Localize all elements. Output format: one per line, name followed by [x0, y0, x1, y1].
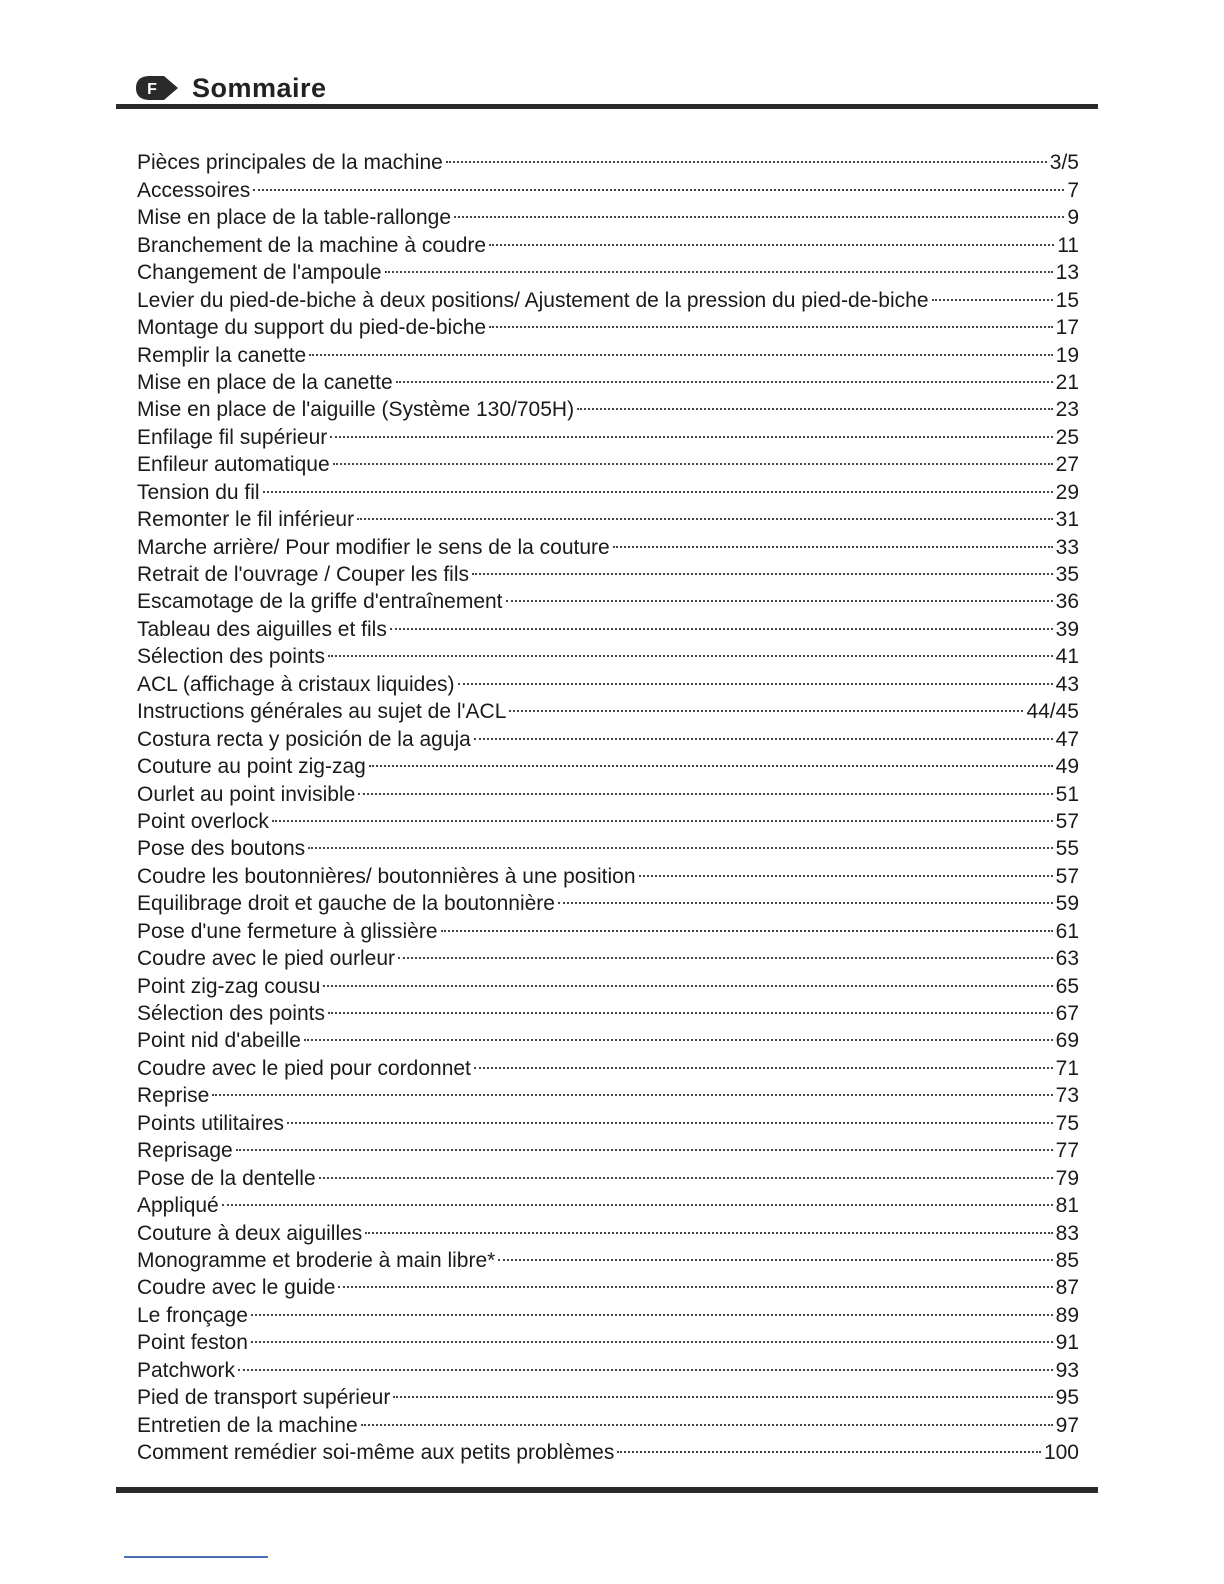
toc-entry-label: Comment remédier soi-même aux petits problèmes	[137, 1441, 615, 1464]
toc-dot-leader	[328, 993, 1053, 1020]
toc-entry-page: 71	[1055, 1056, 1079, 1080]
toc-entry-page: 19	[1055, 343, 1079, 367]
toc-entry-label: Sélection des points	[137, 645, 325, 669]
toc-dot-leader	[323, 965, 1052, 992]
toc-dot-leader	[396, 362, 1053, 389]
toc-dot-leader	[489, 224, 1054, 251]
toc-entry[interactable]	[137, 1349, 1079, 1382]
toc-entry-label: Couture au point zig-zag	[137, 755, 366, 779]
toc-entry-page: 47	[1055, 727, 1079, 751]
toc-entry[interactable]	[137, 169, 1079, 202]
toc-entry-page: 31	[1055, 508, 1079, 532]
toc-dot-leader	[328, 636, 1053, 663]
toc-entry-page: 89	[1055, 1303, 1079, 1327]
toc-entry-page: 13	[1055, 261, 1079, 285]
toc-dot-leader	[222, 1185, 1053, 1212]
toc-entry-label: Tension du fil	[137, 480, 260, 504]
toc-entry-page: 79	[1055, 1166, 1079, 1190]
toc-dot-leader	[263, 471, 1053, 498]
toc-entry-page: 33	[1055, 535, 1079, 559]
toc-entry-label: Enfilage fil supérieur	[137, 425, 328, 449]
toc-entry-page: 81	[1055, 1194, 1079, 1218]
toc-entry[interactable]	[137, 142, 1079, 175]
toc-entry-page: 93	[1055, 1358, 1079, 1382]
footer-divider	[116, 1487, 1098, 1493]
toc-entry[interactable]	[137, 1377, 1079, 1410]
toc-entry-page: 57	[1055, 809, 1079, 833]
toc-entry-page: 63	[1055, 947, 1079, 971]
toc-entry-label: Changement de l'ampoule	[137, 261, 382, 285]
toc-entry-label: Reprisage	[137, 1139, 233, 1163]
toc-dot-leader	[236, 1130, 1053, 1157]
toc-entry-label: Pose d'une fermeture à glissière	[137, 919, 438, 943]
toc-entry-label: Instructions générales au sujet de l'ACL	[137, 700, 507, 724]
toc-entry[interactable]	[137, 1075, 1079, 1108]
toc-entry-label: Mise en place de la canette	[137, 370, 393, 394]
toc-dot-leader	[357, 499, 1053, 526]
toc-entry-page: 11	[1057, 233, 1079, 257]
toc-entry-label: Points utilitaires	[137, 1111, 285, 1135]
toc-dot-leader	[613, 526, 1053, 553]
toc-entry-page: 43	[1055, 672, 1079, 696]
toc-entry[interactable]	[137, 1322, 1079, 1355]
toc-dot-leader	[212, 1075, 1052, 1102]
toc-dot-leader	[304, 1020, 1053, 1047]
toc-entry-label: Point nid d'abeille	[137, 1029, 301, 1053]
toc-entry-page: 27	[1055, 453, 1079, 477]
toc-entry-page: 75	[1055, 1111, 1079, 1135]
toc-entry-page: 51	[1055, 782, 1079, 806]
toc-entry-page: 39	[1055, 617, 1079, 641]
toc-entry-page: 49	[1055, 755, 1079, 779]
toc-dot-leader	[639, 855, 1053, 882]
toc-dot-leader	[509, 691, 1023, 718]
toc-dot-leader	[251, 1294, 1053, 1321]
toc-entry-page: 97	[1055, 1413, 1079, 1437]
toc-dot-leader	[474, 718, 1053, 745]
toc-entry-label: Point zig-zag cousu	[137, 974, 321, 998]
toc-entry-label: Reprise	[137, 1084, 210, 1108]
toc-entry-label: Ourlet au point invisible	[137, 782, 356, 806]
toc-dot-leader	[365, 1212, 1052, 1239]
toc-entry-label: Tableau des aiguilles et fils	[137, 617, 387, 641]
toc-entry-label: Pose de la dentelle	[137, 1166, 316, 1190]
toc-entry-page: 91	[1055, 1331, 1079, 1355]
toc-dot-leader	[272, 801, 1053, 828]
toc-dot-leader	[454, 197, 1064, 224]
toc-entry-page: 67	[1055, 1002, 1079, 1025]
toc-dot-leader	[393, 1377, 1052, 1404]
toc-dot-leader	[577, 389, 1053, 416]
toc-dot-leader	[338, 1267, 1052, 1294]
toc-entry-page: 3/5	[1049, 151, 1079, 175]
toc-entry[interactable]	[137, 1157, 1079, 1190]
page-title: Sommaire	[192, 72, 327, 103]
toc-entry[interactable]	[137, 801, 1079, 833]
toc-entry-label: ACL (affichage à cristaux liquides)	[137, 672, 455, 696]
toc-dot-leader	[932, 279, 1053, 306]
toc-entry-label: Appliqué	[137, 1194, 219, 1218]
toc-entry-label: Coudre les boutonnières/ boutonnières à une position	[137, 864, 636, 888]
toc-entry-label: Coudre avec le pied pour cordonnet	[137, 1056, 471, 1080]
toc-entry[interactable]	[137, 499, 1079, 532]
toc-entry-label: Mise en place de l'aiguille (Système 130/705H)	[137, 398, 575, 422]
table-of-contents	[137, 142, 1079, 1464]
header-divider	[116, 104, 1098, 109]
toc-dot-leader	[398, 938, 1053, 965]
toc-entry-label: Remplir la canette	[137, 343, 307, 367]
toc-entry-label: Le fronçage	[137, 1303, 248, 1327]
toc-entry-page: 7	[1067, 178, 1079, 202]
toc-dot-leader	[617, 1432, 1041, 1459]
toc-entry-label: Pied de transport supérieur	[137, 1386, 391, 1410]
toc-entry-label: Couture à deux aiguilles	[137, 1221, 363, 1245]
toc-entry[interactable]	[137, 1185, 1079, 1218]
toc-entry-page: 35	[1055, 563, 1079, 586]
toc-entry-label: Branchement de la machine à coudre	[137, 233, 487, 257]
toc-entry-label: Coudre avec le pied ourleur	[137, 947, 395, 971]
toc-dot-leader	[474, 1047, 1053, 1074]
toc-entry-label: Pièces principales de la machine	[137, 151, 443, 175]
page-header	[134, 68, 327, 108]
toc-dot-leader	[287, 1102, 1053, 1129]
toc-entry-page: 87	[1055, 1276, 1079, 1300]
toc-dot-leader	[330, 416, 1052, 443]
toc-dot-leader	[253, 169, 1064, 196]
toc-entry-label: Equilibrage droit et gauche de la boutonnière	[137, 892, 555, 916]
toc-entry-page: 44/45	[1026, 700, 1079, 724]
toc-entry-page: 77	[1055, 1139, 1079, 1163]
toc-entry[interactable]	[137, 1212, 1079, 1245]
toc-dot-leader	[238, 1349, 1053, 1376]
toc-dot-leader	[446, 142, 1047, 169]
toc-dot-leader	[385, 252, 1053, 279]
toc-entry-page: 55	[1055, 837, 1079, 861]
toc-entry-label: Costura recta y posición de la aguja	[137, 727, 471, 751]
toc-entry[interactable]	[137, 828, 1079, 861]
toc-dot-leader	[333, 444, 1053, 471]
toc-entry-page: 25	[1055, 425, 1079, 449]
language-badge-letter: F	[147, 81, 157, 98]
toc-dot-leader	[251, 1322, 1053, 1349]
toc-entry-label: Montage du support du pied-de-biche	[137, 316, 487, 340]
toc-entry[interactable]	[137, 1102, 1079, 1135]
corner-mark	[124, 1556, 268, 1558]
toc-entry-page: 29	[1055, 480, 1079, 504]
toc-entry-page: 61	[1055, 919, 1079, 943]
toc-entry-page: 17	[1055, 316, 1079, 340]
toc-dot-leader	[558, 883, 1053, 910]
toc-entry-page: 36	[1055, 590, 1079, 614]
toc-entry-page: 9	[1067, 206, 1079, 230]
toc-dot-leader	[309, 334, 1052, 361]
toc-entry-page: 85	[1055, 1248, 1079, 1272]
toc-dot-leader	[358, 773, 1052, 800]
toc-entry[interactable]	[137, 471, 1079, 504]
toc-entry-label: Enfileur automatique	[137, 453, 330, 477]
toc-entry-page: 23	[1055, 398, 1079, 422]
toc-entry-label: Retrait de l'ouvrage / Couper les fils	[137, 563, 470, 586]
language-badge-icon	[134, 73, 180, 103]
toc-dot-leader	[458, 663, 1053, 690]
toc-entry-page: 73	[1055, 1084, 1079, 1108]
toc-entry-page: 69	[1055, 1029, 1079, 1053]
toc-entry-label: Entretien de la machine	[137, 1413, 358, 1437]
toc-entry-label: Patchwork	[137, 1358, 236, 1382]
toc-entry-label: Escamotage de la griffe d'entraînement	[137, 590, 503, 614]
toc-entry-page: 21	[1055, 370, 1079, 394]
toc-entry-page: 15	[1055, 288, 1079, 312]
toc-dot-leader	[390, 608, 1053, 635]
toc-entry-label: Sélection des points	[137, 1002, 325, 1025]
toc-entry-label: Pose des boutons	[137, 837, 306, 861]
toc-entry-label: Point feston	[137, 1331, 248, 1355]
toc-entry-label: Accessoires	[137, 178, 251, 202]
toc-entry-page: 57	[1055, 864, 1079, 888]
toc-dot-leader	[441, 910, 1053, 937]
toc-dot-leader	[472, 554, 1053, 581]
toc-dot-leader	[489, 307, 1053, 334]
toc-entry-label: Mise en place de la table-rallonge	[137, 206, 452, 230]
toc-entry-page: 95	[1055, 1386, 1079, 1410]
toc-entry-page: 41	[1055, 645, 1079, 669]
toc-entry-label: Monogramme et broderie à main libre*	[137, 1248, 496, 1272]
toc-entry-page: 65	[1055, 974, 1079, 998]
toc-entry-label: Marche arrière/ Pour modifier le sens de la couture	[137, 535, 610, 559]
toc-dot-leader	[498, 1240, 1052, 1267]
toc-dot-leader	[308, 828, 1053, 855]
toc-entry-label: Coudre avec le guide	[137, 1276, 336, 1300]
toc-entry[interactable]	[137, 197, 1079, 230]
toc-entry-label: Remonter le fil inférieur	[137, 508, 355, 532]
toc-entry-page: 83	[1055, 1221, 1079, 1245]
toc-entry[interactable]	[137, 1130, 1079, 1163]
toc-entry-page: 100	[1043, 1441, 1079, 1464]
toc-entry-page: 59	[1055, 892, 1079, 916]
toc-dot-leader	[361, 1404, 1053, 1431]
toc-dot-leader	[369, 746, 1053, 773]
toc-dot-leader	[506, 581, 1053, 608]
toc-entry-label: Point overlock	[137, 809, 269, 833]
toc-entry[interactable]	[137, 1294, 1079, 1327]
toc-entry-label: Levier du pied-de-biche à deux positions/ Ajustement de la pression du pied-de-biche	[137, 288, 929, 312]
toc-dot-leader	[319, 1157, 1053, 1184]
